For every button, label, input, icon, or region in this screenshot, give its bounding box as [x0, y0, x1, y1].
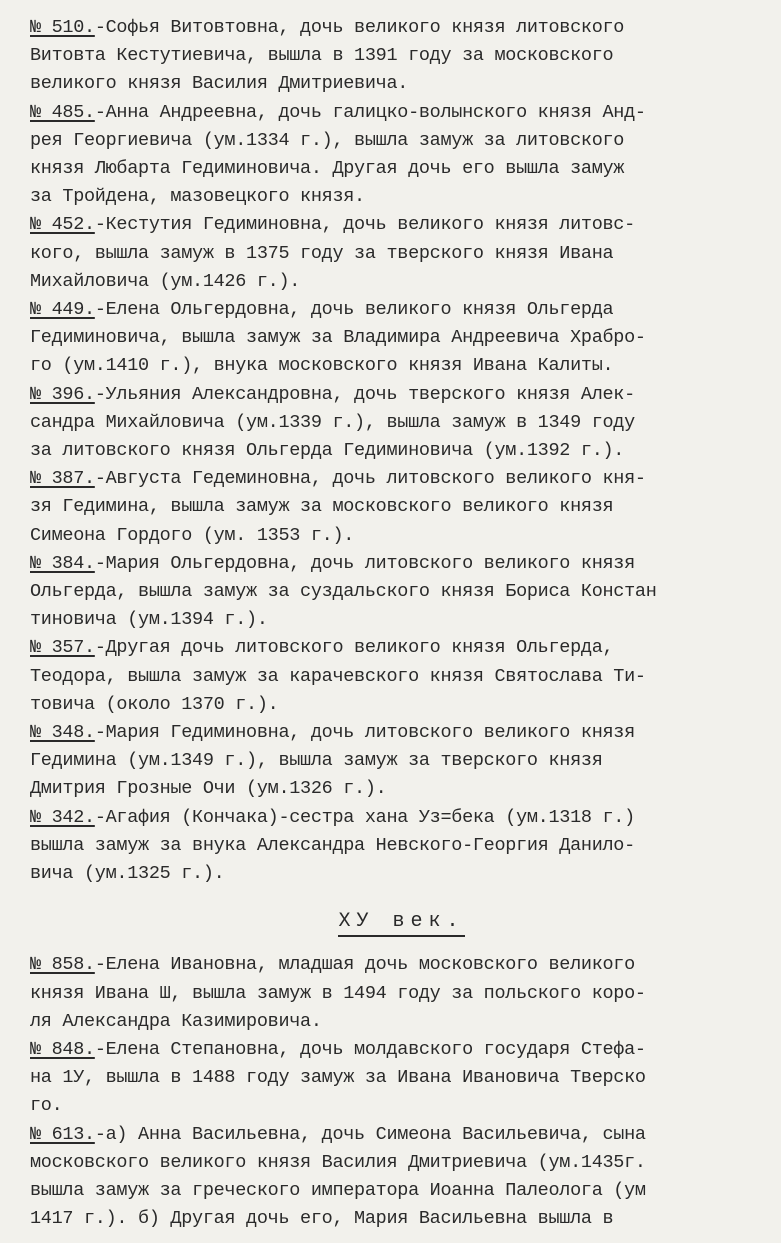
entry-text: Гедиминовича, вышла замуж за Владимира Андреевича Храбро- — [30, 327, 646, 349]
entry-line — [30, 268, 773, 296]
entry-number: № 384. — [30, 552, 95, 574]
entry-text: го. — [30, 1095, 63, 1117]
entries-15th-century — [30, 951, 773, 1233]
entry — [30, 465, 773, 550]
section-heading — [30, 910, 773, 933]
entry — [30, 719, 773, 804]
entry — [30, 381, 773, 466]
entry-line — [30, 1092, 773, 1120]
entry-text: товича (около 1370 г.). — [30, 693, 279, 715]
entry-line — [30, 1177, 773, 1205]
entry — [30, 211, 773, 296]
entry-text: 1417 г.). б) Другая дочь его, Мария Васильевна вышла в — [30, 1208, 614, 1230]
entry-text: -Другая дочь литовского великого князя Ольгерда, — [94, 637, 614, 659]
entry-line — [30, 804, 773, 832]
entry-text: -Елена Ивановна, младшая дочь московского великого — [94, 954, 635, 976]
entry — [30, 1121, 773, 1234]
entry-line — [30, 719, 773, 747]
entry-text: го (ум.1410 г.), внука московского князя Ивана Калиты. — [30, 355, 614, 377]
entry-line — [30, 155, 773, 183]
entry-number: № 858. — [30, 954, 95, 976]
entry-text: -Софья Витовтовна, дочь великого князя литовского — [94, 17, 625, 38]
entry — [30, 14, 773, 99]
entry-number: № 510. — [30, 17, 95, 38]
entry-number: № 387. — [30, 468, 95, 490]
entry-number: № 342. — [30, 806, 95, 828]
entry-number: № 613. — [30, 1123, 95, 1145]
entry-text: Теодора, вышла замуж за карачевского князя Святослава Ти- — [30, 665, 646, 687]
entry-line — [30, 1121, 773, 1149]
entry-text: Симеона Гордого (ум. 1353 г.). — [30, 524, 355, 546]
entry — [30, 550, 773, 635]
entry-text: за Тройдена, мазовецкого князя. — [30, 186, 365, 208]
entry-text: Михайловича (ум.1426 г.). — [30, 270, 301, 292]
entry-text: вышла замуж за внука Александра Невского-Георгия Данило- — [30, 834, 635, 856]
entry-number: № 485. — [30, 101, 95, 123]
entry-text: -Анна Андреевна, дочь галицко-волынского князя Анд- — [94, 101, 646, 123]
entry-line — [30, 99, 773, 127]
entry-line — [30, 493, 773, 521]
entry-line — [30, 70, 773, 98]
entry — [30, 1036, 773, 1121]
entry-text: князя Любарта Гедиминовича. Другая дочь его вышла замуж — [30, 158, 625, 180]
entry — [30, 804, 773, 889]
entry-line — [30, 634, 773, 662]
entry-line — [30, 127, 773, 155]
entry-line — [30, 465, 773, 493]
entry-text: тиновича (ум.1394 г.). — [30, 609, 268, 631]
entry-text: -Елена Степановна, дочь молдавского государя Стефа- — [94, 1038, 646, 1060]
entry-line — [30, 578, 773, 606]
entry — [30, 951, 773, 1036]
entry-number: № 348. — [30, 722, 95, 744]
entry-line — [30, 775, 773, 803]
entry-line — [30, 409, 773, 437]
entry-text: вича (ум.1325 г.). — [30, 863, 225, 885]
entry-line — [30, 522, 773, 550]
entry-line — [30, 951, 773, 979]
entry-line — [30, 183, 773, 211]
entry — [30, 296, 773, 381]
entry-text: вышла замуж за греческого императора Иоанна Палеолога (ум — [30, 1179, 646, 1201]
entry-line — [30, 860, 773, 888]
entry-text: -Августа Гедеминовна, дочь литовского великого кня- — [94, 468, 646, 490]
entry-text: зя Гедимина, вышла замуж за московского великого князя — [30, 496, 614, 518]
entry-text: -Мария Ольгердовна, дочь литовского великого князя — [94, 552, 635, 574]
entry-text: Гедимина (ум.1349 г.), вышла замуж за тверского князя — [30, 750, 603, 772]
entry-line — [30, 550, 773, 578]
entry-text: московского великого князя Василия Дмитриевича (ум.1435г. — [30, 1151, 646, 1173]
entry-text: князя Ивана Ш, вышла замуж в 1494 году за польского коро- — [30, 982, 646, 1004]
entry-text: -Мария Гедиминовна, дочь литовского великого князя — [94, 722, 635, 744]
entry-text: -Кестутия Гедиминовна, дочь великого князя литовс- — [94, 214, 635, 236]
entry-text: Витовта Кестутиевича, вышла в 1391 году за московского — [30, 45, 614, 67]
entry-line — [30, 381, 773, 409]
entry-line — [30, 324, 773, 352]
entries-14th-century — [30, 14, 773, 888]
entry-line — [30, 691, 773, 719]
entry-text: Ольгерда, вышла замуж за суздальского князя Бориса Констан — [30, 581, 657, 603]
entry-text: Дмитрия Грозные Очи (ум.1326 г.). — [30, 778, 387, 800]
entry-text: -Елена Ольгердовна, дочь великого князя Ольгерда — [94, 299, 614, 321]
entry-line — [30, 14, 773, 42]
entry — [30, 99, 773, 212]
entry-line — [30, 747, 773, 775]
entry-line — [30, 606, 773, 634]
entry-line — [30, 1036, 773, 1064]
entry-line — [30, 1149, 773, 1177]
entry-line — [30, 663, 773, 691]
entry-line — [30, 1064, 773, 1092]
entry-line — [30, 352, 773, 380]
entry-text: -а) Анна Васильевна, дочь Симеона Васильевича, сына — [94, 1123, 646, 1145]
entry — [30, 634, 773, 719]
entry-line — [30, 832, 773, 860]
entry-text: на 1У, вышла в 1488 году замуж за Ивана Ивановича Тверско — [30, 1067, 646, 1089]
entry-number: № 396. — [30, 383, 95, 405]
entry-line — [30, 296, 773, 324]
entry-line — [30, 437, 773, 465]
entry-line — [30, 42, 773, 70]
entry-text: за литовского князя Ольгерда Гедиминовича (ум.1392 г.). — [30, 440, 625, 462]
entry-number: № 848. — [30, 1038, 95, 1060]
entry-text: -Агафия (Кончака)-сестра хана Уз=бека (ум.1318 г.) — [94, 806, 635, 828]
entry-line — [30, 1205, 773, 1233]
entry-line — [30, 1008, 773, 1036]
entry-line — [30, 240, 773, 268]
entry-text: -Ульяния Александровна, дочь тверского князя Алек- — [94, 383, 635, 405]
entry-number: № 452. — [30, 214, 95, 236]
entry-line — [30, 980, 773, 1008]
entry-text: сандра Михайловича (ум.1339 г.), вышла замуж в 1349 году — [30, 411, 635, 433]
entry-text: великого князя Василия Дмитриевича. — [30, 73, 409, 95]
entry-text: ля Александра Казимировича. — [30, 1010, 322, 1032]
entry-line — [30, 211, 773, 239]
entry-text: кого, вышла замуж в 1375 году за тверского князя Ивана — [30, 242, 614, 264]
entry-number: № 449. — [30, 299, 95, 321]
entry-number: № 357. — [30, 637, 95, 659]
section-heading-text: ХУ век. — [338, 910, 464, 937]
entry-text: рея Георгиевича (ум.1334 г.), вышла замуж за литовского — [30, 129, 625, 151]
